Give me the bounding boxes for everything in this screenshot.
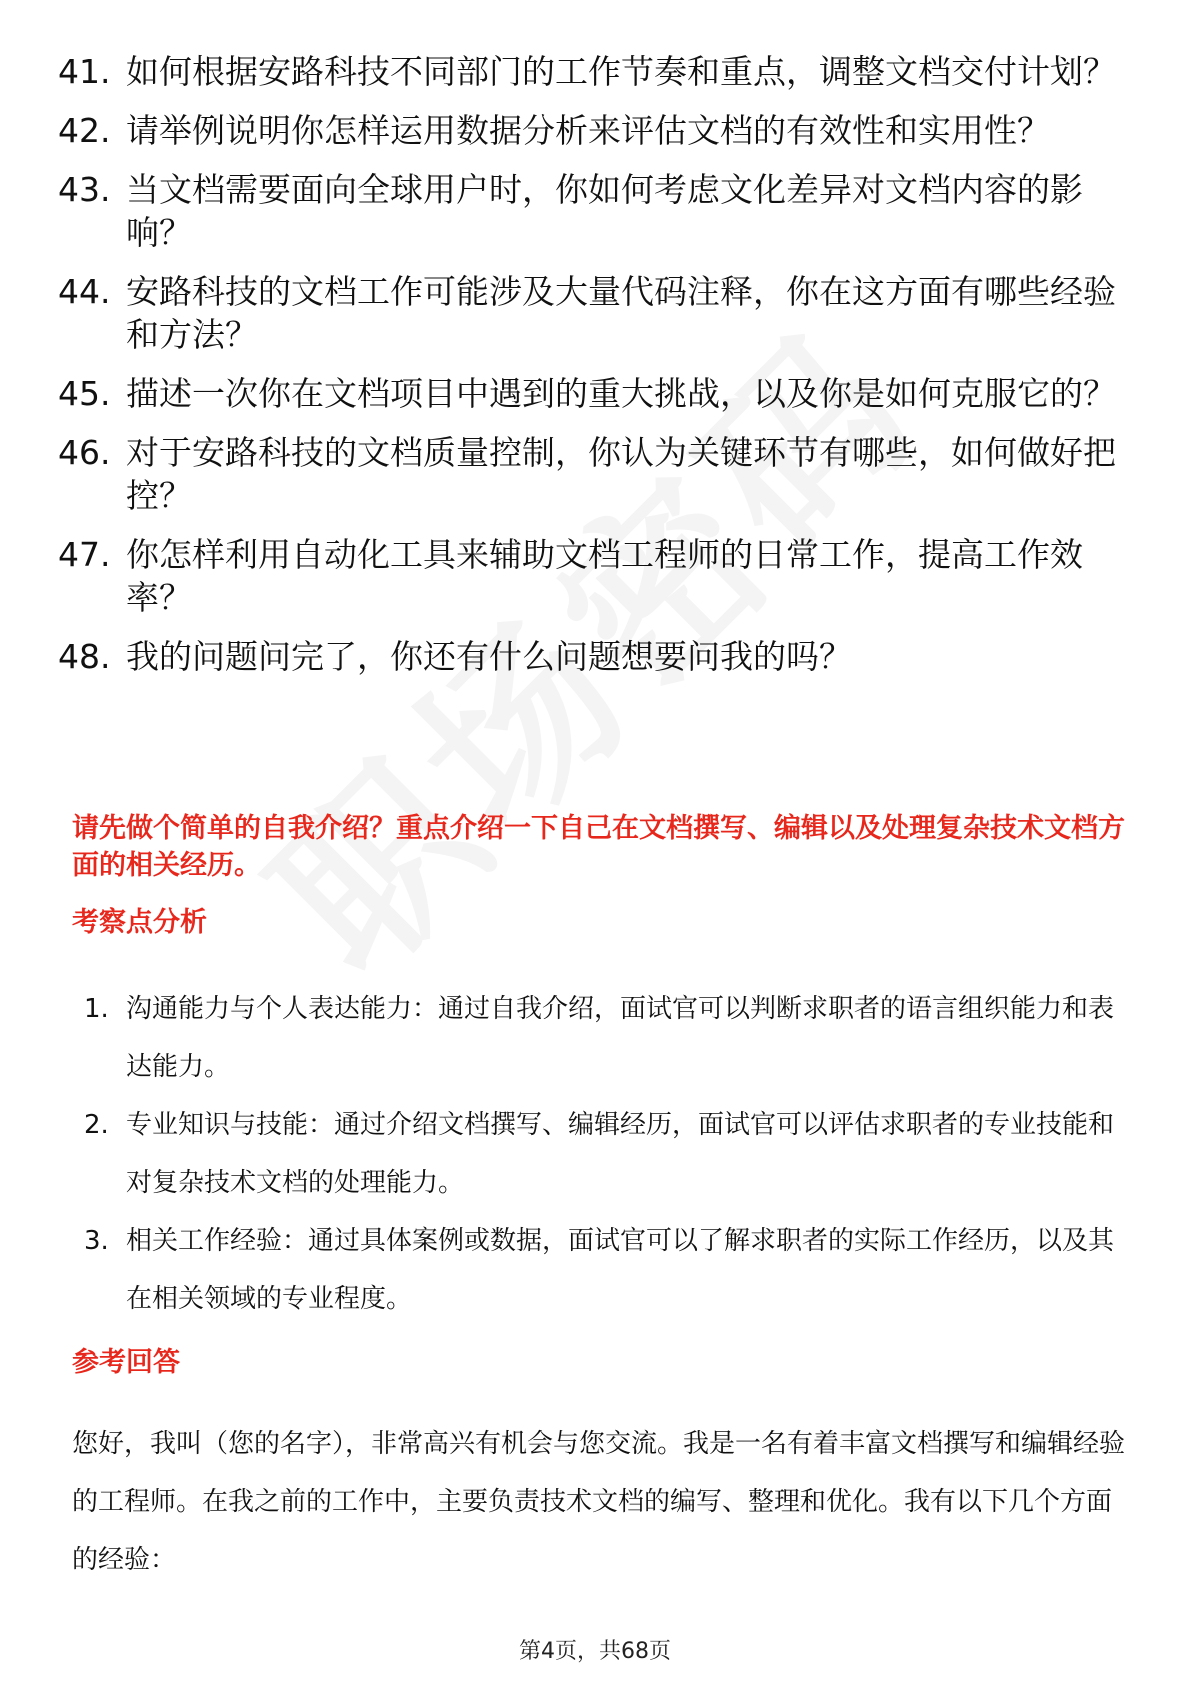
list-item: [58, 270, 1128, 356]
analysis-text: 相关工作经验：通过具体案例或数据，面试官可以了解求职者的实际工作经历，以及其在相关领域的专业程度。: [126, 1226, 1115, 1314]
question-number: 43.: [58, 170, 111, 209]
list-item: [58, 533, 1128, 619]
reference-answer: 您好，我叫（您的名字），非常高兴有机会与您交流。我是一名有着丰富文档撰写和编辑经验的工程师。在我之前的工作中，主要负责技术文档的编写、整理和优化。我有以下几个方面的经验：: [72, 1429, 1126, 1575]
question-text: 请举例说明你怎样运用数据分析来评估文档的有效性和实用性？: [126, 111, 1050, 150]
analysis-heading: 考察点分析: [72, 907, 207, 938]
analysis-number: 3.: [84, 1226, 109, 1256]
question-text: 安路科技的文档工作可能涉及大量代码注释，你在这方面有哪些经验和方法？: [126, 272, 1116, 354]
list-item: [58, 50, 1128, 93]
analysis-text: 专业知识与技能：通过介绍文档撰写、编辑经历，面试官可以评估求职者的专业技能和对复杂技术文档的处理能力。: [126, 1110, 1115, 1198]
question-text: 我的问题问完了，你还有什么问题想要问我的吗？: [126, 637, 852, 676]
list-item: [58, 109, 1128, 152]
question-number: 41.: [58, 52, 111, 91]
analysis-number: 2.: [84, 1110, 109, 1140]
question-number: 42.: [58, 111, 111, 150]
question-number: 44.: [58, 272, 111, 311]
list-item: [58, 431, 1128, 517]
analysis-list: [84, 980, 1134, 1328]
list-item: [84, 1212, 1134, 1328]
question-text: 对于安路科技的文档质量控制，你认为关键环节有哪些，如何做好把控？: [126, 433, 1116, 515]
question-text: 当文档需要面向全球用户时，你如何考虑文化差异对文档内容的影响？: [126, 170, 1083, 252]
question-number: 47.: [58, 535, 111, 574]
featured-question: 请先做个简单的自我介绍？重点介绍一下自己在文档撰写、编辑以及处理复杂技术文档方面的相关经历。: [72, 813, 1125, 881]
reference-heading: 参考回答: [72, 1347, 180, 1378]
question-number: 45.: [58, 374, 111, 413]
question-text: 你怎样利用自动化工具来辅助文档工程师的日常工作，提高工作效率？: [126, 535, 1083, 617]
question-number: 46.: [58, 433, 111, 472]
list-item: [58, 168, 1128, 254]
analysis-text: 沟通能力与个人表达能力：通过自我介绍，面试官可以判断求职者的语言组织能力和表达能力。: [126, 994, 1115, 1082]
question-list: [58, 50, 1128, 694]
list-item: [58, 372, 1128, 415]
question-text: 描述一次你在文档项目中遇到的重大挑战，以及你是如何克服它的？: [126, 374, 1116, 413]
list-item: [58, 635, 1128, 678]
question-text: 如何根据安路科技不同部门的工作节奏和重点，调整文档交付计划？: [126, 52, 1116, 91]
question-number: 48.: [58, 637, 111, 676]
analysis-number: 1.: [84, 994, 109, 1024]
page-footer: 第4页，共68页: [519, 1639, 671, 1664]
list-item: [84, 1096, 1134, 1212]
list-item: [84, 980, 1134, 1096]
